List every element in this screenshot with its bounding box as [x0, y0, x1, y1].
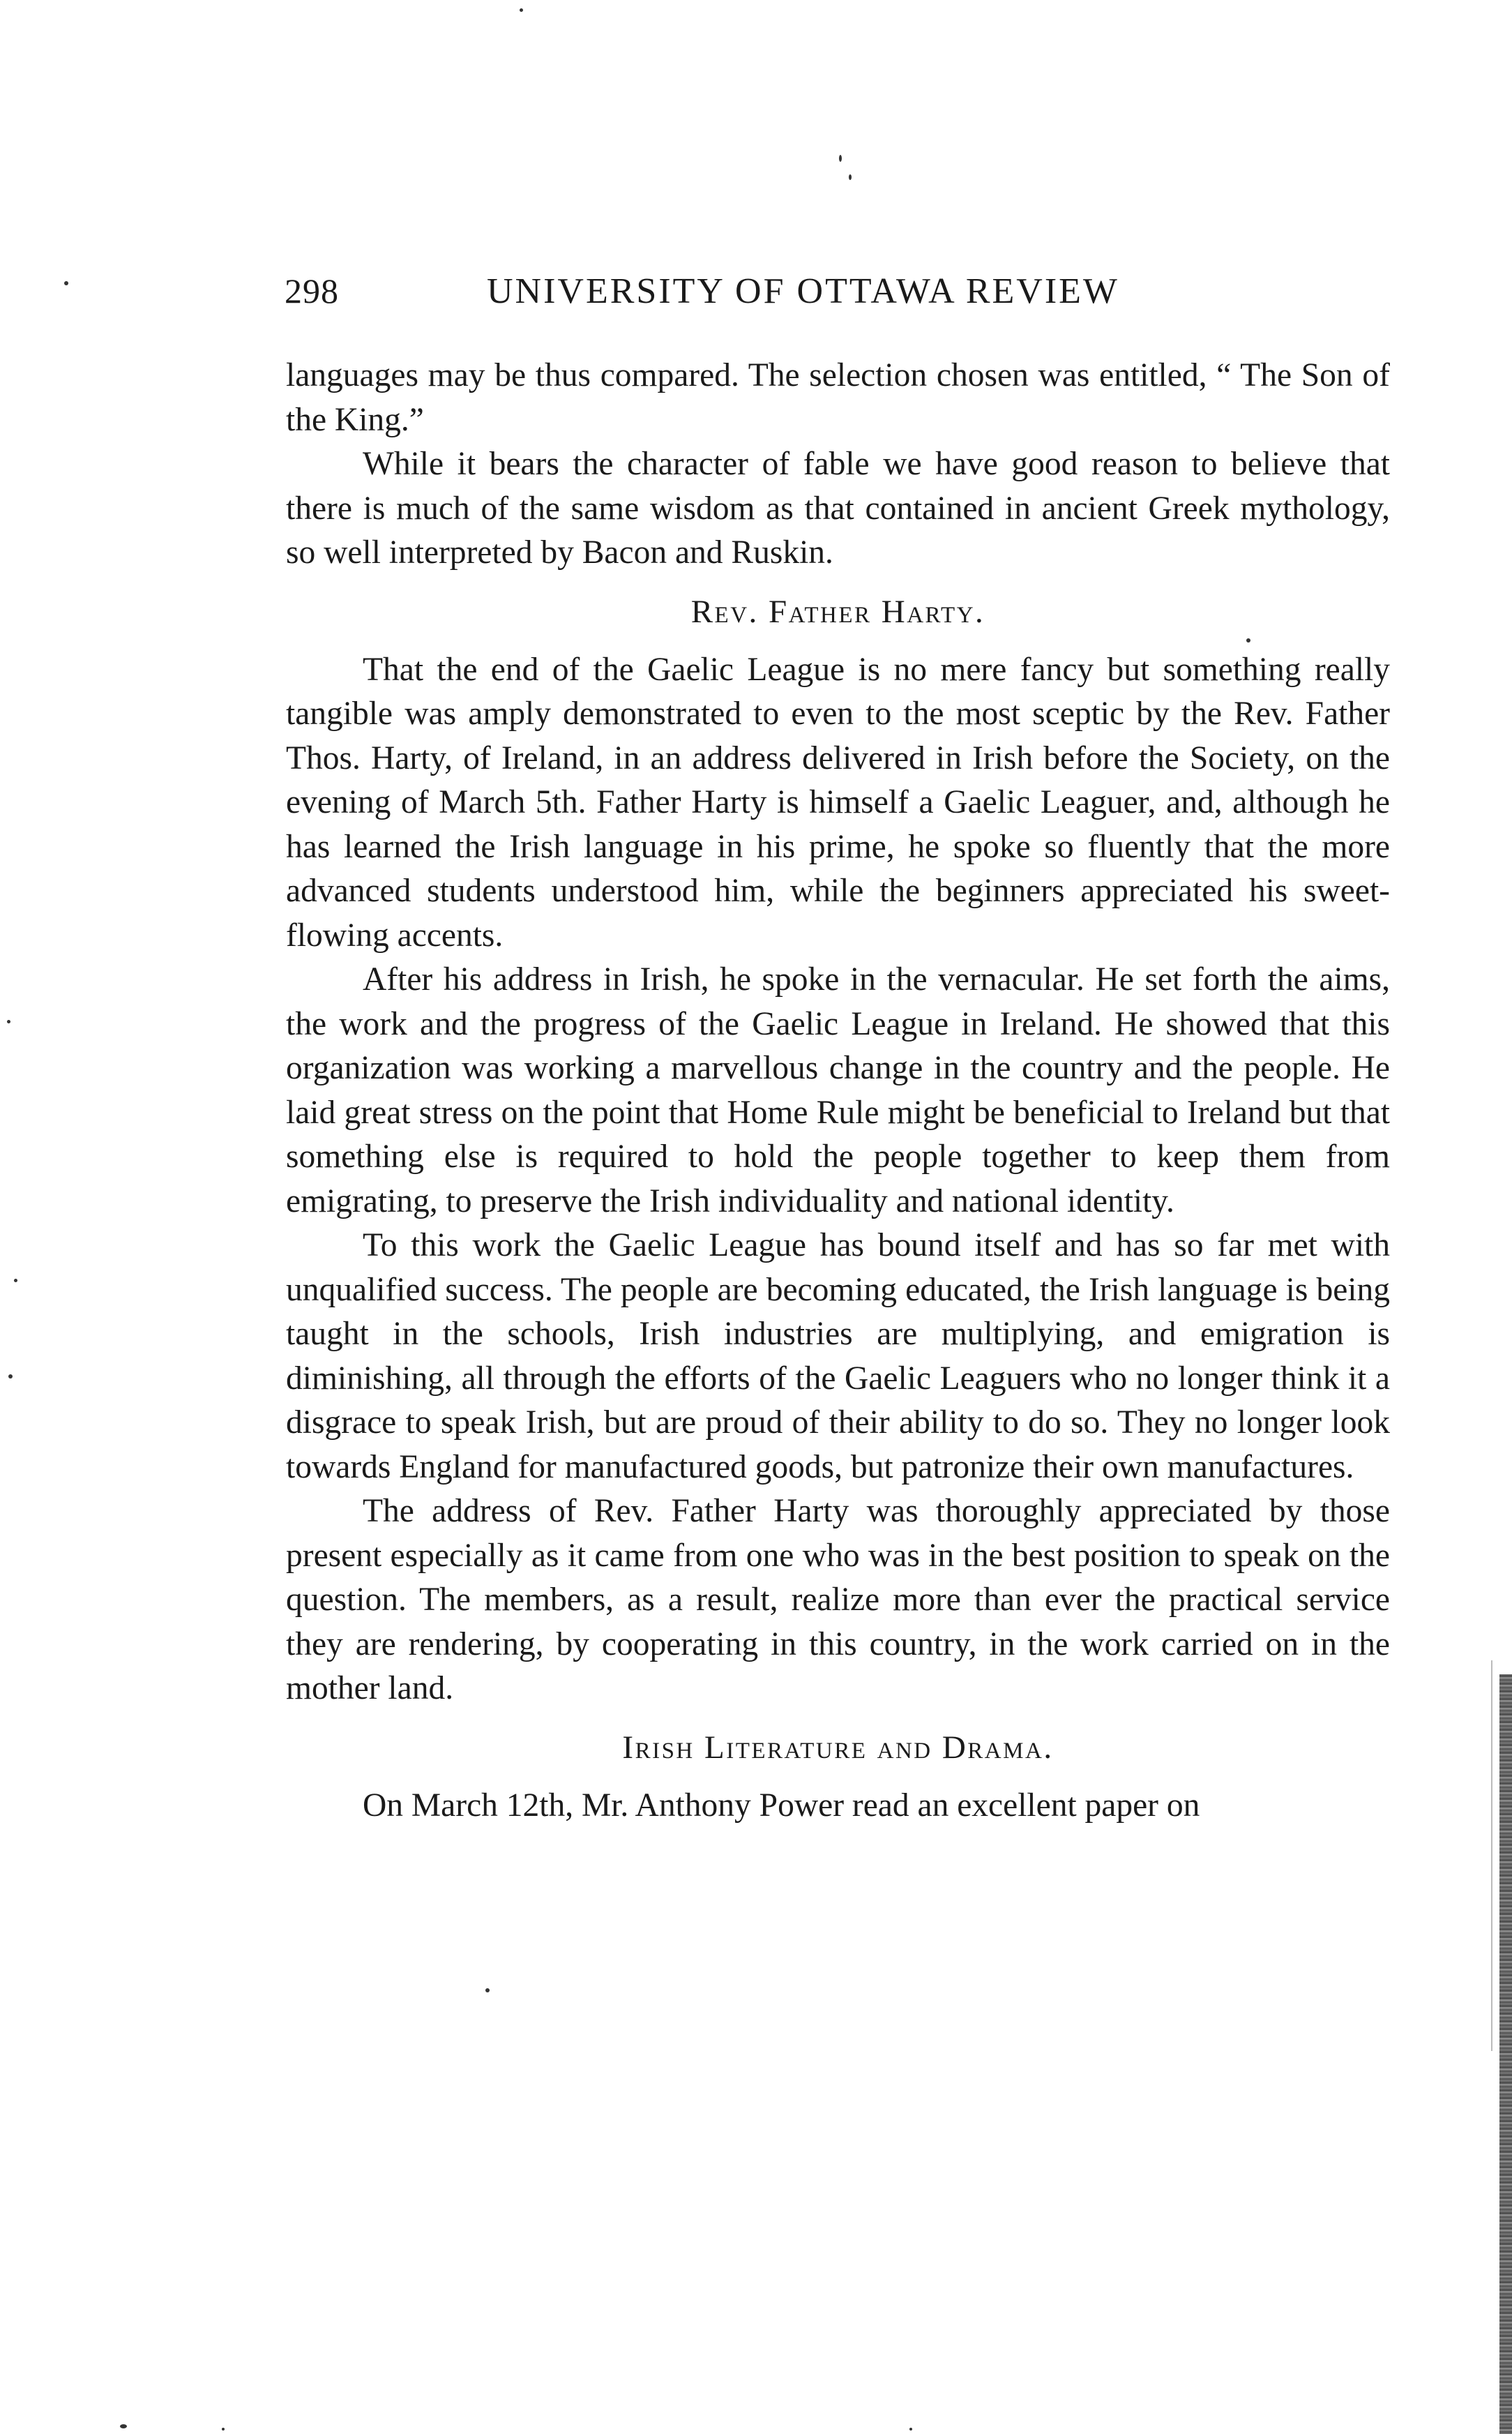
- paragraph-fable: While it bears the character of fable we have good reason to believe that there is much of the same wisdom as that contained in ancient Greek mythology, so well interpreted by Bacon and Ruskin.: [286, 446, 1390, 571]
- scan-speck: [1246, 638, 1250, 643]
- scan-speck: [120, 2424, 127, 2428]
- paragraph-gaelic-league-address: That the end of the Gaelic League is no mere fancy but something really tangible was amply demonstrated to even to the most sceptic by the Rev. Father Thos. Harty, of Ireland, in an address delivered in Irish before the Society, on the evening of March 5th. Father Harty is himself a Gaelic Leaguer, and, although he has learned the Irish language in his prime, he spoke so fluently that the more advanced students understood him, while the beginners appreciated his sweet-flowing accents.: [286, 651, 1390, 954]
- section-heading-rev-father-harty: Rev. Father Harty.: [690, 593, 985, 630]
- paragraph-league-work: To this work the Gaelic League has bound itself and has so far met with unqualified success. The people are becoming educated, the Irish language is being taught in the schools, Irish industries are multiplying, and emigration is diminishing, all through the efforts of the Gaelic Leaguers who no longer think it a disgrace to speak Irish, but are proud of their ability to do so. They no longer look towards England for manufactured goods, but patronize their own manufactures.: [286, 1227, 1390, 1485]
- scan-speck: [8, 1374, 13, 1378]
- scan-speck: [520, 8, 523, 12]
- article-body: [286, 354, 1390, 1828]
- section-heading-irish-literature: Irish Literature and Drama.: [622, 1729, 1054, 1766]
- running-head: [285, 271, 1390, 320]
- scan-speck: [909, 2428, 912, 2431]
- paragraph-appreciation: The address of Rev. Father Harty was thoroughly appreciated by those present especially as it came from one who was in the best position to speak on the question. The members, as a result, realize more than ever the practical service they are rendering, by cooperating in this country, in the work carried on in the mother land.: [286, 1493, 1390, 1706]
- paragraph-march-12th: On March 12th, Mr. Anthony Power read an excellent paper on: [363, 1787, 1200, 1824]
- scan-speck: [839, 155, 842, 162]
- paragraph-vernacular: After his address in Irish, he spoke in the vernacular. He set forth the aims, the work and the progress of the Gaelic League in Ireland. He showed that this organization was working a marvellous change in the country and the people. He laid great stress on the point that Home Rule might be beneficial to Ireland but that something else is required to hold the people together to keep them from emigrating, to preserve the Irish individuality and national identity.: [286, 961, 1390, 1219]
- journal-title: UNIVERSITY OF OTTAWA REVIEW: [487, 271, 1119, 311]
- scan-speck: [7, 1020, 10, 1023]
- scan-speck: [485, 1988, 490, 1992]
- scan-edge-line: [1491, 1660, 1492, 2051]
- scan-speck: [222, 2428, 225, 2431]
- scan-speck: [14, 1279, 17, 1282]
- scan-edge-strip: [1499, 1674, 1512, 2434]
- paragraph-continued: languages may be thus compared. The selection chosen was entitled, “ The Son of the King.”: [286, 357, 1390, 438]
- page-number: 298: [285, 271, 339, 310]
- scan-speck: [849, 174, 852, 180]
- scan-speck: [64, 281, 68, 285]
